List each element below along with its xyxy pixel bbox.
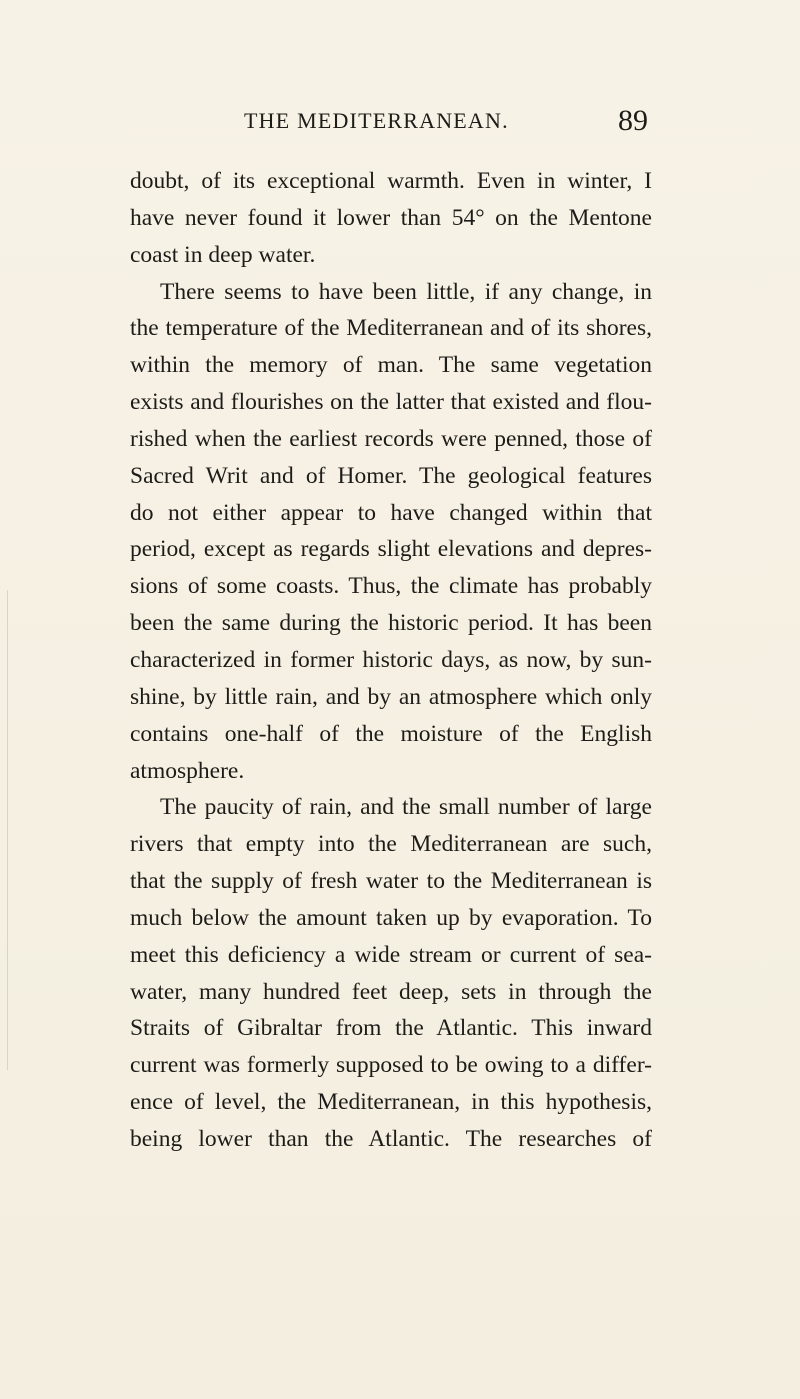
text-line: Straits of Gibraltar from the Atlantic. This inward <box>130 1015 652 1042</box>
text-line: rivers that empty into the Mediterranean are such, <box>130 831 652 858</box>
text-line: Sacred Writ and of Homer. The geological features <box>130 462 652 489</box>
text-line: being lower than the Atlantic. The researches of <box>130 1125 652 1152</box>
text-line: have never found it lower than 54° on the Mentone <box>130 204 652 231</box>
page-number: 89 <box>618 104 648 137</box>
text-line: characterized in former historic days, as now, by sun- <box>130 646 652 673</box>
text-line: contains one-half of the moisture of the English <box>130 720 652 747</box>
page-edge-shadow <box>7 590 8 1070</box>
text-line: doubt, of its exceptional warmth. Even in winter, I <box>130 168 652 194</box>
text-line: do not either appear to have changed within that <box>130 499 652 526</box>
text-line: meet this deficiency a wide stream or current of sea- <box>130 941 652 968</box>
text-line: within the memory of man. The same vegetation <box>130 352 652 379</box>
text-line: that the supply of fresh water to the Mediterranean is <box>130 868 652 895</box>
text-line: ence of level, the Mediterranean, in this hypothesis, <box>130 1089 652 1116</box>
body-text <box>130 163 652 1158</box>
text-line: exists and flourishes on the latter that existed and flou- <box>130 389 652 416</box>
text-line: The paucity of rain, and the small number of large <box>160 794 652 821</box>
running-title: THE MEDITERRANEAN. <box>244 108 509 133</box>
text-line: There seems to have been little, if any change, in <box>160 278 652 305</box>
text-line: sions of some coasts. Thus, the climate has probably <box>130 573 652 600</box>
text-line: shine, by little rain, and by an atmosphere which only <box>130 683 652 710</box>
text-line: much below the amount taken up by evaporation. To <box>130 904 652 931</box>
text-line: water, many hundred feet deep, sets in through the <box>130 978 652 1005</box>
text-line: been the same during the historic period. It has been <box>130 610 652 637</box>
text-line: period, except as regards slight elevations and depres- <box>130 536 652 563</box>
text-line: current was formerly supposed to be owing to a differ- <box>130 1052 652 1079</box>
text-line: rished when the earliest records were penned, those of <box>130 425 652 452</box>
running-head <box>0 104 800 138</box>
text-line: atmosphere. <box>130 757 245 784</box>
text-line: the temperature of the Mediterranean and of its shores, <box>130 315 652 342</box>
text-line: coast in deep water. <box>130 241 316 268</box>
